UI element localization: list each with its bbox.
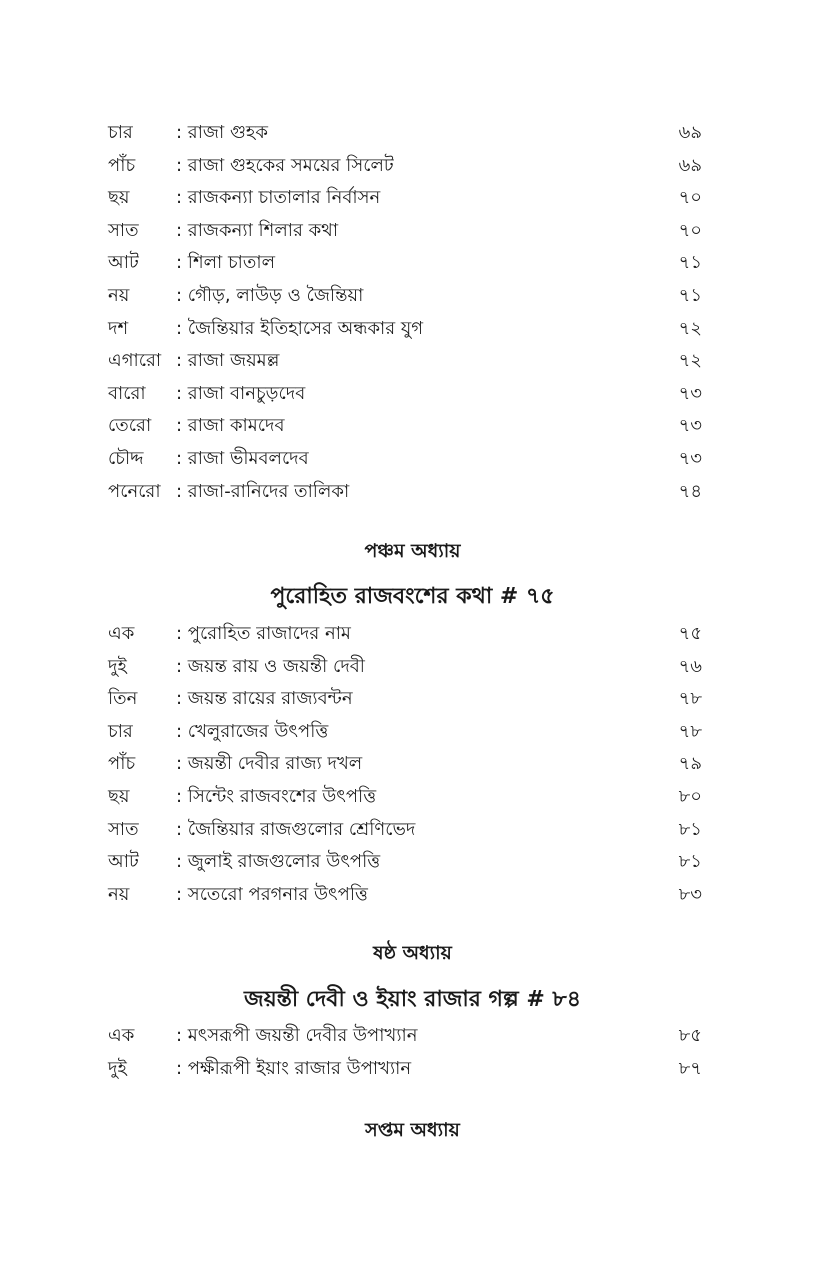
entry-page-number: ৮১ xyxy=(678,851,702,873)
toc-entry xyxy=(108,814,708,847)
entry-title: : রাজা জয়মল্ল xyxy=(176,345,279,378)
toc-entry xyxy=(108,345,708,378)
entry-number: চার xyxy=(108,720,133,742)
toc-entry xyxy=(108,410,708,443)
entry-title: : জয়ন্ত রায়ের রাজ্যবন্টন xyxy=(176,683,353,716)
entry-page-number: ৮১ xyxy=(678,818,702,840)
entry-title: : রাজকন্যা চাতালার নির্বাসন xyxy=(176,182,380,215)
entry-page-number: ৭০ xyxy=(678,219,702,241)
entry-page-number: ৭০ xyxy=(678,187,702,209)
entry-title: : রাজা কামদেব xyxy=(176,410,284,443)
entry-title: : পুরোহিত রাজাদের নাম xyxy=(176,618,351,651)
entry-number: পনেরো xyxy=(108,480,161,502)
entry-page-number: ৭৪ xyxy=(678,480,702,502)
entry-number: তিন xyxy=(108,688,138,710)
entry-title: : জয়ন্ত রায় ও জয়ন্তী দেবী xyxy=(176,651,365,684)
toc-list-chapter-4-continued xyxy=(108,117,708,508)
entry-title: : জৈন্তিয়ার ইতিহাসের অন্ধকার যুগ xyxy=(176,313,423,346)
entry-page-number: ৭১ xyxy=(678,252,702,274)
entry-number: তেরো xyxy=(108,415,152,437)
toc-entry xyxy=(108,716,708,749)
chapter-5-label: পঞ্চম অধ্যায় xyxy=(364,540,461,562)
toc-entry xyxy=(108,150,708,183)
entry-page-number: ৭৬ xyxy=(678,655,702,677)
entry-page-number: ৬৯ xyxy=(678,122,702,143)
entry-page-number: ৮৭ xyxy=(678,1057,702,1079)
entry-number: ছয় xyxy=(108,187,130,209)
chapter-5-title: পুরোহিত রাজবংশের কথা # ৭৫ xyxy=(270,584,555,609)
toc-entry xyxy=(108,443,708,476)
entry-title: : মৎসরূপী জয়ন্তী দেবীর উপাখ্যান xyxy=(176,1020,418,1053)
entry-title: : পক্ষীরূপী ইয়াং রাজার উপাখ্যান xyxy=(176,1053,411,1086)
entry-title: : রাজা বানচুড়দেব xyxy=(176,378,305,411)
entry-page-number: ৭১ xyxy=(678,284,702,306)
entry-number: পাঁচ xyxy=(108,753,136,775)
entry-title: : জৈন্তিয়ার রাজগুলোর শ্রেণিভেদ xyxy=(176,814,415,847)
entry-number: পাঁচ xyxy=(108,154,136,176)
toc-entry xyxy=(108,182,708,215)
entry-number: নয় xyxy=(108,883,130,905)
toc-entry xyxy=(108,846,708,879)
toc-entry xyxy=(108,247,708,280)
toc-entry xyxy=(108,618,708,651)
toc-entry xyxy=(108,879,708,912)
entry-title: : গৌড়, লাউড় ও জৈন্তিয়া xyxy=(176,280,363,313)
entry-number: চৌদ্দ xyxy=(108,447,144,469)
entry-number: দুই xyxy=(108,1057,127,1079)
entry-title: : সিন্টেং রাজবংশের উৎপত্তি xyxy=(176,781,376,814)
entry-number: আট xyxy=(108,851,139,873)
toc-entry xyxy=(108,1020,708,1053)
entry-number: সাত xyxy=(108,219,139,241)
entry-number: এক xyxy=(108,623,135,644)
entry-number: চার xyxy=(108,122,133,143)
chapter-6-label: ষষ্ঠ অধ্যায় xyxy=(373,942,452,964)
entry-number: সাত xyxy=(108,818,139,840)
entry-page-number: ৭৩ xyxy=(678,382,702,404)
entry-title: : রাজা ভীমবলদেব xyxy=(176,443,309,476)
entry-page-number: ৭৮ xyxy=(678,720,702,742)
entry-page-number: ৮০ xyxy=(678,785,702,807)
entry-title: : জুলাই রাজগুলোর উৎপত্তি xyxy=(176,846,380,879)
toc-entry xyxy=(108,378,708,411)
entry-page-number: ৭৫ xyxy=(678,623,702,644)
entry-page-number: ৮৫ xyxy=(678,1025,702,1046)
entry-number: বারো xyxy=(108,382,146,404)
entry-title: : শিলা চাতাল xyxy=(176,247,275,280)
toc-list-chapter-6 xyxy=(108,1020,708,1085)
entry-page-number: ৭৯ xyxy=(678,753,702,775)
entry-page-number: ৬৯ xyxy=(678,154,702,176)
toc-entry xyxy=(108,781,708,814)
toc-entry xyxy=(108,683,708,716)
entry-number: এগারো xyxy=(108,350,162,372)
entry-number: ছয় xyxy=(108,785,130,807)
toc-entry xyxy=(108,280,708,313)
entry-page-number: ৭২ xyxy=(678,350,702,372)
toc-list-chapter-5 xyxy=(108,618,708,911)
entry-number: এক xyxy=(108,1025,135,1046)
toc-entry xyxy=(108,748,708,781)
entry-number: দশ xyxy=(108,317,129,339)
entry-title: : সতেরো পরগনার উৎপত্তি xyxy=(176,879,368,912)
chapter-7-label: সপ্তম অধ্যায় xyxy=(365,1119,460,1141)
entry-page-number: ৮৩ xyxy=(678,883,702,905)
entry-page-number: ৭৩ xyxy=(678,447,702,469)
toc-entry xyxy=(108,313,708,346)
entry-page-number: ৭৩ xyxy=(678,415,702,437)
toc-entry xyxy=(108,117,708,150)
entry-title: : রাজা-রানিদের তালিকা xyxy=(176,476,349,509)
entry-page-number: ৭৮ xyxy=(678,688,702,710)
entry-title: : জয়ন্তী দেবীর রাজ্য দখল xyxy=(176,748,362,781)
entry-page-number: ৭২ xyxy=(678,317,702,339)
entry-number: নয় xyxy=(108,284,130,306)
toc-entry xyxy=(108,1053,708,1086)
toc-entry xyxy=(108,476,708,509)
toc-entry xyxy=(108,651,708,684)
chapter-6-title: জয়ন্তী দেবী ও ইয়াং রাজার গল্প # ৮৪ xyxy=(244,987,581,1012)
toc-entry xyxy=(108,215,708,248)
entry-title: : রাজা গুহক xyxy=(176,117,268,150)
entry-number: দুই xyxy=(108,655,127,677)
entry-title: : রাজকন্যা শিলার কথা xyxy=(176,215,338,248)
entry-title: : খেলুরাজের উৎপত্তি xyxy=(176,716,328,749)
entry-number: আট xyxy=(108,252,139,274)
entry-title: : রাজা গুহকের সময়ের সিলেট xyxy=(176,150,394,183)
